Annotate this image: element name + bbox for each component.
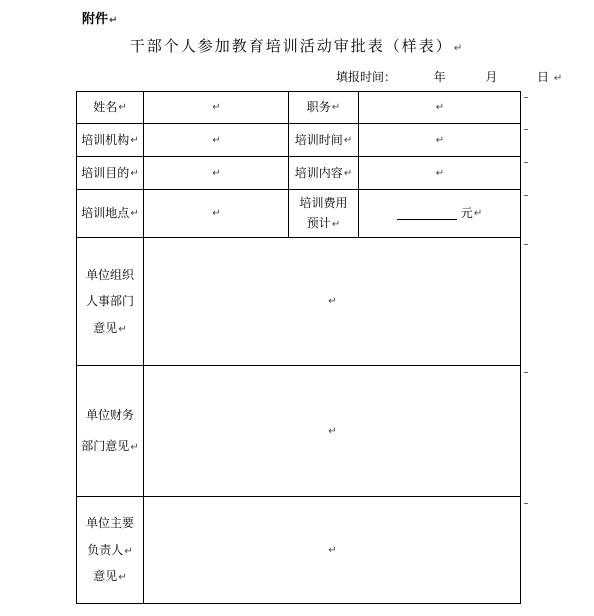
- purpose-field[interactable]: [144, 157, 288, 189]
- table-border-right: [520, 91, 521, 604]
- budget-label-cell: 培训费用 预计↵: [299, 196, 348, 230]
- paragraph-mark-icon: ↵: [124, 545, 133, 557]
- day-label: 日: [537, 70, 550, 84]
- leader-opinion-label-cell: 单位主要 负责人↵ 意见↵: [85, 516, 134, 584]
- paragraph-mark-icon: ↵: [473, 208, 483, 219]
- approval-form-table: [76, 91, 521, 604]
- finance-opinion-label-cell: 单位财务 部门意见↵: [81, 407, 139, 453]
- paragraph-mark-icon: ↵: [328, 425, 337, 437]
- budget-field[interactable]: [359, 190, 520, 237]
- budget-amount-blank[interactable]: [397, 207, 457, 220]
- paragraph-mark-icon: ↵: [553, 73, 563, 84]
- paragraph-mark-icon: ↵: [435, 134, 445, 146]
- row-end-mark: [524, 503, 528, 504]
- month-label: 月: [485, 70, 498, 84]
- paragraph-mark-icon: ↵: [212, 102, 221, 113]
- attachment-label: 附件↵: [82, 12, 118, 27]
- report-time-label: 填报时间：: [336, 70, 397, 84]
- row-end-mark: [524, 97, 528, 98]
- paragraph-mark-icon: ↵: [118, 572, 127, 584]
- paragraph-mark-icon: ↵: [212, 167, 221, 179]
- position-field[interactable]: [359, 92, 520, 123]
- location-field[interactable]: [144, 190, 288, 237]
- paragraph-mark-icon: ↵: [212, 134, 221, 146]
- position-label-cell: 职务 ↵: [289, 92, 358, 123]
- paragraph-mark-icon: ↵: [118, 102, 127, 113]
- time-label-cell: 培训时间 ↵: [289, 124, 358, 156]
- hr-opinion-label-cell: 单位组织 人事部门 意见↵: [85, 267, 134, 335]
- leader-opinion-field[interactable]: [144, 497, 520, 603]
- paragraph-mark-icon: ↵: [328, 544, 337, 556]
- report-time-line: [336, 68, 562, 85]
- name-field[interactable]: [144, 92, 288, 123]
- paragraph-mark-icon: ↵: [118, 323, 127, 335]
- paragraph-mark-icon: ↵: [331, 102, 341, 113]
- paragraph-mark-icon: ↵: [212, 208, 221, 219]
- name-label-cell: 姓名 ↵: [77, 92, 143, 123]
- institution-field[interactable]: [144, 124, 288, 156]
- row-end-mark: [524, 372, 528, 373]
- location-label-cell: 培训地点 ↵: [77, 190, 143, 237]
- paragraph-mark-icon: ↵: [130, 167, 139, 179]
- paragraph-mark-icon: ↵: [328, 296, 337, 307]
- paragraph-mark-icon: ↵: [343, 167, 353, 179]
- finance-opinion-field[interactable]: [144, 366, 520, 496]
- content-field[interactable]: [359, 157, 520, 189]
- year-label: 年: [433, 70, 446, 84]
- row-end-mark: [524, 244, 528, 245]
- paragraph-mark-icon: ↵: [109, 15, 118, 26]
- time-field[interactable]: [359, 124, 520, 156]
- content-label-cell: 培训内容 ↵: [289, 157, 358, 189]
- budget-unit: 元: [460, 206, 473, 221]
- purpose-label-cell: 培训目的 ↵: [77, 157, 143, 189]
- paragraph-mark-icon: ↵: [331, 218, 341, 230]
- paragraph-mark-icon: ↵: [435, 102, 445, 113]
- paragraph-mark-icon: ↵: [435, 167, 445, 179]
- paragraph-mark-icon: ↵: [343, 134, 353, 146]
- paragraph-mark-icon: ↵: [130, 208, 139, 219]
- row-end-mark: [524, 162, 528, 163]
- row-end-mark: [524, 129, 528, 130]
- paragraph-mark-icon: ↵: [453, 43, 465, 54]
- paragraph-mark-icon: ↵: [130, 134, 139, 146]
- hr-opinion-field[interactable]: [144, 238, 520, 365]
- paragraph-mark-icon: ↵: [130, 442, 139, 453]
- row-end-mark: [524, 195, 528, 196]
- institution-label-cell: 培训机构 ↵: [77, 124, 143, 156]
- form-title: 干部个人参加教育培训活动审批表（样表）↵: [129, 37, 465, 55]
